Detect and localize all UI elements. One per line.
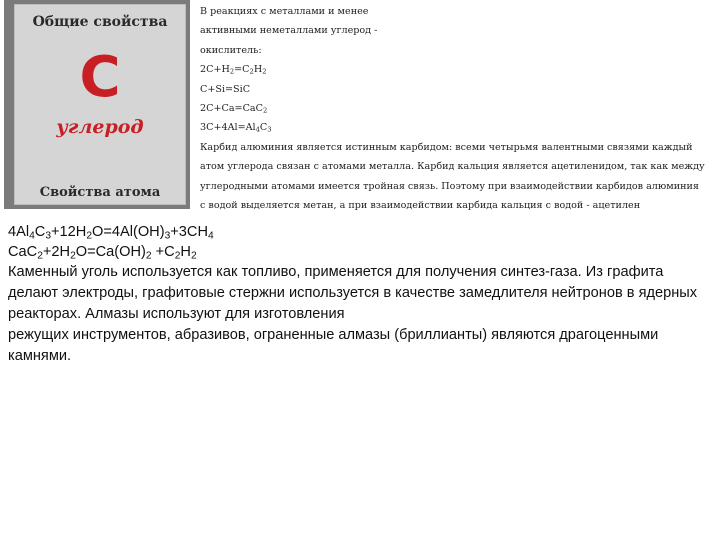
main-text-block: [8, 222, 708, 367]
carbide-paragraph: Карбид алюминия является истинным карбидом: всеми четырьмя валентными связями каждый атом углерода связан с атомами металла. Карбид кальция является ацетиленидом, так как между углеродными атомами имеется тройная связь. Поэтому при взаимодействии карбидов алюминия с водой выделяется метан, а при взаимодействии карбида кальция с водой - ацетилен: [200, 141, 705, 212]
equation-calcium-carbide-hydrolysis: $CaC_2+2H_2O=Ca(OH)_2 +C_2H_2$: [8, 244, 197, 262]
uses-paragraph-1: Каменный уголь используется как топливо, применяется для получения синтез-газа. Из графита делают электроды, графитовые стержни используется в качестве замедлителя нейтронов в ядерных реакторах. Алмазы используют для изготовления: [8, 264, 698, 322]
reactions-column: [200, 2, 705, 215]
intro-line-3: окислитель:: [200, 44, 262, 56]
equation-c-h2: $2C+H_2=C_2H_2$: [200, 64, 267, 76]
cover-panel: [14, 4, 186, 205]
intro-line-2: активными неметаллами углерод -: [200, 25, 378, 37]
carbon-book-cover: [4, 0, 190, 209]
intro-line-1: В реакциях с металлами и менее: [200, 6, 369, 17]
equation-c-ca: 2C+Ca=CaC$_2$: [200, 103, 268, 115]
equation-c-si: C+Si=SiC: [200, 83, 251, 95]
equation-c-al: $3C+4Al=Al_4C_3$: [200, 122, 272, 135]
element-symbol: С: [79, 45, 121, 110]
element-name: углерод: [56, 116, 144, 138]
uses-paragraph-2: режущих инструментов, абразивов, ограненные алмазы (бриллианты) являются драгоценными камнями.: [8, 327, 659, 364]
cover-bottom-label: Свойства атома: [39, 185, 161, 200]
cover-top-label: Общие свойства: [32, 14, 168, 30]
equation-aluminium-carbide-hydrolysis: $4Al_4C_3+12H_2O=4Al(OH)_3+3CH_4$: [8, 224, 214, 242]
